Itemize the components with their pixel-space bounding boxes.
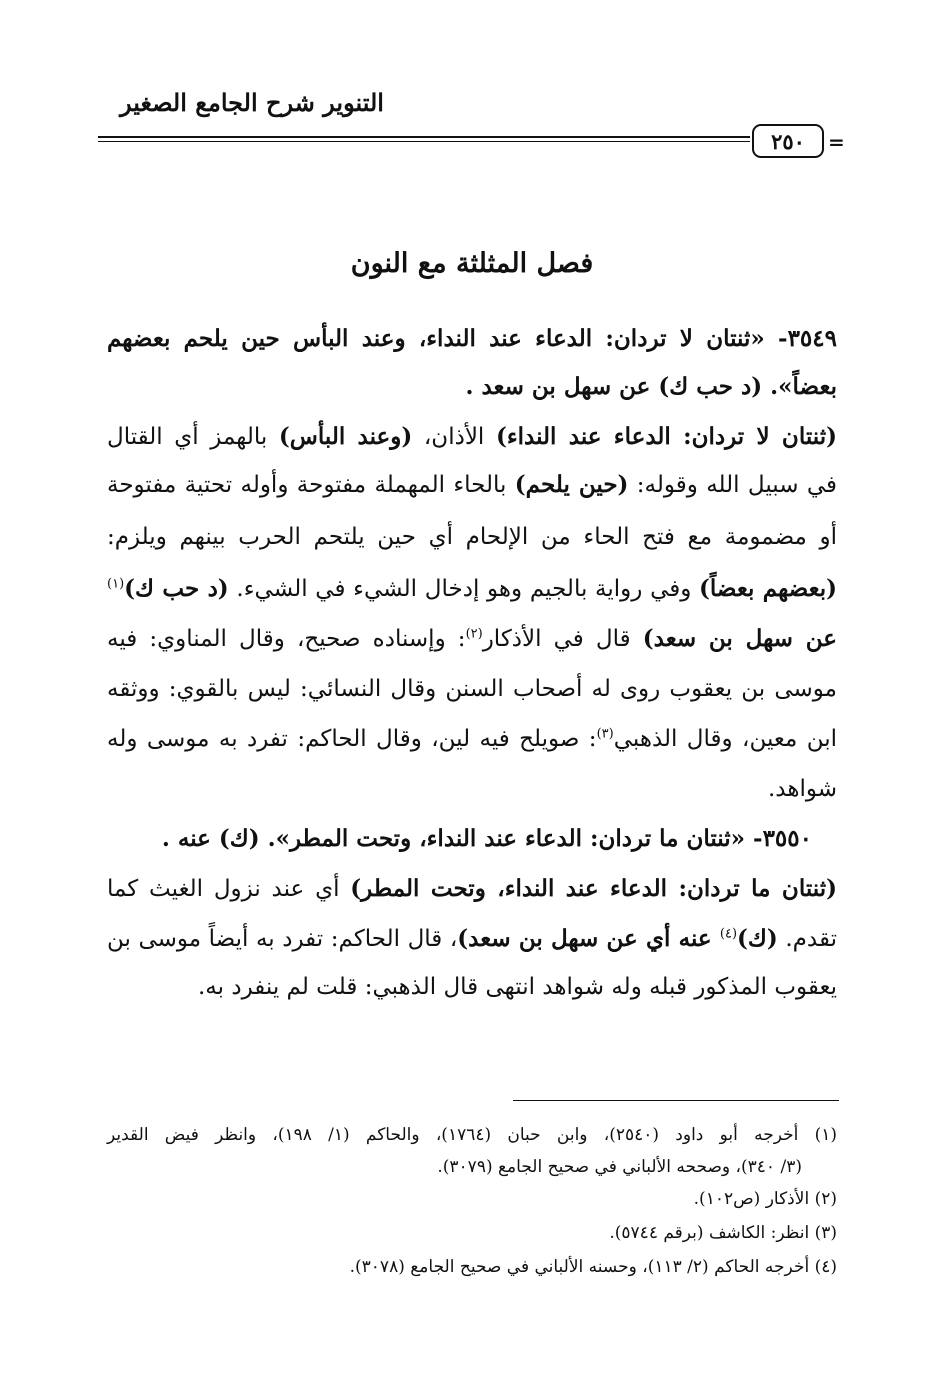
hadith-text: «ثنتان ما تردان: الدعاء عند النداء، وتحت المطر». (ك) عنه .: [161, 825, 754, 852]
commentary-text: تقدم.: [777, 926, 837, 952]
footnote-ref: (١): [107, 576, 125, 592]
page-number-frame: [752, 124, 824, 158]
commentary-line: [107, 418, 837, 456]
quoted-text: (وعند البأس): [278, 423, 413, 450]
quoted-text: (ثنتان ما تردان: الدعاء عند النداء، وتحت المطر): [350, 875, 837, 902]
hadith-number: ٣٥٥٠-: [753, 825, 812, 852]
commentary-line: يعقوب المذكور قبله وله شواهد انتهى قال الذهبي: قلت لم ينفرد به.: [197, 974, 837, 1000]
quoted-text: عن سهل بن سعد): [642, 625, 837, 652]
footnote-3: (٣) انظر: الكاشف (برقم ٥٧٤٤).: [609, 1223, 837, 1243]
commentary-line: [107, 920, 837, 958]
commentary-text: ابن معين، وقال الذهبي: [613, 726, 837, 752]
page-number: ٢٥٠: [771, 128, 805, 154]
commentary-text: بالحاء المهملة مفتوحة وأوله تحتية مفتوحة: [107, 472, 515, 498]
footnote-ref: (٤): [719, 926, 738, 942]
commentary-text: : وإسناده صحيح، وقال المناوي: فيه: [107, 626, 466, 652]
running-title: التنوير شرح الجامع الصغير: [120, 88, 384, 117]
commentary-text: الأذان،: [412, 424, 496, 450]
commentary-text: : صويلح فيه لين، وقال الحاكم: تفرد به موسى وله: [107, 726, 597, 752]
hadith-3550-line: [82, 820, 812, 858]
commentary-line: [107, 466, 837, 504]
quoted-text: (ثنتان لا تردان: الدعاء عند النداء): [495, 423, 837, 450]
quoted-text: عنه أي عن سهل بن سعد): [457, 925, 720, 952]
footnote-ref: (٣): [596, 726, 614, 742]
commentary-line: [107, 720, 837, 758]
commentary-line: شواهد.: [767, 776, 837, 802]
commentary-line: موسى بن يعقوب روى له أصحاب السنن وقال النسائي: ليس بالقوي: ووثقه: [107, 676, 837, 702]
commentary-line: [107, 870, 837, 908]
footnote-1: (١) أخرجه أبو داود (٢٥٤٠)، وابن حبان (١٧٦٤)، والحاكم (١/ ١٩٨)، وانظر فيض القدير: [107, 1125, 837, 1145]
commentary-text: قال في الأذكار: [482, 626, 643, 652]
footnote-4: (٤) أخرجه الحاكم (٢/ ١١٣)، وحسنه الألباني في صحيح الجامع (٣٠٧٨).: [349, 1257, 837, 1277]
hadith-number: ٣٥٤٩-: [778, 325, 837, 352]
quoted-text: (بعضهم بعضاً): [699, 575, 838, 602]
footnote-ref: (٢): [465, 626, 483, 642]
header-rule: [98, 136, 750, 146]
commentary-line: [107, 570, 837, 608]
quoted-text: (ك): [737, 925, 778, 952]
hadith-text: بعضاً»: [778, 373, 837, 400]
hadith-3549-line-1: [107, 320, 837, 358]
footnote-1-continued: (٣/ ٣٤٠)، وصححه الألباني في صحيح الجامع (٣٠٧٩).: [437, 1157, 802, 1177]
quoted-text: (د حب ك): [124, 575, 229, 602]
quoted-text: (حين يلحم): [514, 471, 629, 498]
hadith-3549-line-2: [107, 368, 837, 406]
footnote-2: (٢) الأذكار (ص١٠٢).: [693, 1189, 837, 1209]
commentary-line: أو مضمومة مع فتح الحاء من الإلحام أي حين يلتحم الحرب بينهم ويلزم:: [107, 524, 837, 550]
commentary-text: وفي رواية بالجيم وهو إدخال الشيء في الشيء.: [228, 576, 700, 602]
section-title: فصل المثلثة مع النون: [350, 248, 594, 279]
commentary-text: في سبيل الله وقوله:: [628, 472, 838, 498]
rule-end-mark: =: [828, 130, 845, 154]
hadith-source: . (د حب ك) عن سهل بن سعد .: [465, 373, 779, 400]
footnote-rule: [513, 1100, 839, 1101]
commentary-text: بالهمز أي القتال: [107, 424, 279, 450]
commentary-text: ، قال الحاكم: تفرد به أيضاً موسى بن: [107, 926, 458, 952]
hadith-text: «ثنتان لا تردان: الدعاء عند النداء، وعند البأس حين يلحم بعضهم: [107, 325, 779, 352]
commentary-text: أي عند نزول الغيث كما: [107, 876, 351, 902]
commentary-line: [107, 620, 837, 658]
